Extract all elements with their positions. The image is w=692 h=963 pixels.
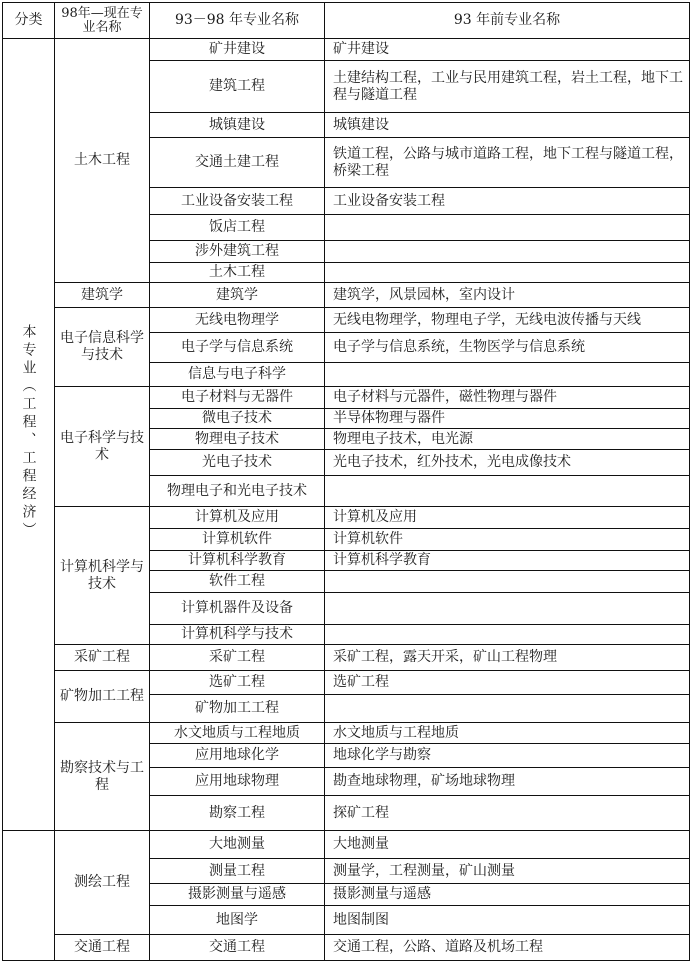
current-major-cell: 计算机科学与技术 — [55, 507, 150, 645]
table-row — [3, 671, 690, 695]
major-93-98-cell: 信息与电子科学 — [150, 363, 325, 387]
current-major-cell: 电子科学与技术 — [55, 387, 150, 507]
category-cell — [3, 831, 55, 961]
major-pre-93-cell: 摄影测量与遥感 — [325, 884, 690, 906]
major-93-98-cell: 工业设备安装工程 — [150, 188, 325, 215]
major-93-98-cell: 计算机器件及设备 — [150, 593, 325, 625]
major-93-98-cell: 土木工程 — [150, 263, 325, 283]
major-pre-93-cell: 交通工程，公路、道路及机场工程 — [325, 935, 690, 961]
major-pre-93-cell — [325, 215, 690, 241]
table-row — [3, 723, 690, 744]
current-major-cell: 建筑学 — [55, 283, 150, 308]
major-93-98-cell: 计算机软件 — [150, 529, 325, 551]
major-93-98-cell: 地图学 — [150, 906, 325, 935]
table-body — [3, 39, 690, 961]
major-93-98-cell: 大地测量 — [150, 831, 325, 859]
header-name-pre-93: 93 年前专业名称 — [325, 3, 690, 39]
major-93-98-cell: 计算机科学教育 — [150, 551, 325, 571]
major-93-98-cell: 水文地质与工程地质 — [150, 723, 325, 744]
major-pre-93-cell — [325, 241, 690, 263]
major-mapping-table — [2, 2, 690, 961]
table-row — [3, 283, 690, 308]
major-pre-93-cell — [325, 476, 690, 507]
current-major-cell: 测绘工程 — [55, 831, 150, 935]
category-label: 本专业（工程、工程经济） — [20, 324, 37, 540]
major-93-98-cell: 无线电物理学 — [150, 308, 325, 333]
major-93-98-cell: 交通工程 — [150, 935, 325, 961]
major-93-98-cell: 涉外建筑工程 — [150, 241, 325, 263]
major-pre-93-cell: 工业设备安装工程 — [325, 188, 690, 215]
major-93-98-cell: 矿物加工工程 — [150, 695, 325, 723]
major-pre-93-cell: 测量学，工程测量，矿山测量 — [325, 859, 690, 884]
table-row — [3, 39, 690, 61]
major-pre-93-cell: 电子材料与元器件，磁性物理与器件 — [325, 387, 690, 409]
major-pre-93-cell: 计算机科学教育 — [325, 551, 690, 571]
major-pre-93-cell: 计算机软件 — [325, 529, 690, 551]
major-93-98-cell: 采矿工程 — [150, 645, 325, 671]
major-pre-93-cell: 矿井建设 — [325, 39, 690, 61]
major-pre-93-cell — [325, 593, 690, 625]
major-pre-93-cell: 大地测量 — [325, 831, 690, 859]
major-pre-93-cell: 城镇建设 — [325, 113, 690, 138]
major-93-98-cell: 计算机及应用 — [150, 507, 325, 529]
major-93-98-cell: 电子材料与无器件 — [150, 387, 325, 409]
major-pre-93-cell: 铁道工程，公路与城市道路工程，地下工程与隧道工程，桥梁工程 — [325, 138, 690, 188]
header-current-name: 98年—现在专业名称 — [55, 3, 150, 39]
major-pre-93-cell: 地球化学与勘察 — [325, 744, 690, 768]
major-pre-93-cell: 土建结构工程，工业与民用建筑工程，岩土工程，地下工程与隧道工程 — [325, 61, 690, 113]
major-pre-93-cell: 无线电物理学，物理电子学，无线电波传播与天线 — [325, 308, 690, 333]
major-93-98-cell: 物理电子和光电子技术 — [150, 476, 325, 507]
major-pre-93-cell: 光电子技术，红外技术，光电成像技术 — [325, 450, 690, 476]
current-major-cell: 电子信息科学与技术 — [55, 308, 150, 387]
table-row — [3, 387, 690, 409]
table-row — [3, 645, 690, 671]
major-pre-93-cell — [325, 625, 690, 645]
current-major-cell: 土木工程 — [55, 39, 150, 283]
major-93-98-cell: 微电子技术 — [150, 409, 325, 429]
major-pre-93-cell: 电子学与信息系统，生物医学与信息系统 — [325, 333, 690, 363]
major-pre-93-cell: 计算机及应用 — [325, 507, 690, 529]
header-row — [3, 3, 690, 39]
major-pre-93-cell: 建筑学，风景园林，室内设计 — [325, 283, 690, 308]
major-93-98-cell: 光电子技术 — [150, 450, 325, 476]
current-major-cell: 采矿工程 — [55, 645, 150, 671]
major-93-98-cell: 建筑工程 — [150, 61, 325, 113]
major-93-98-cell: 摄影测量与遥感 — [150, 884, 325, 906]
category-cell — [3, 39, 55, 831]
major-93-98-cell: 应用地球物理 — [150, 768, 325, 796]
major-pre-93-cell: 半导体物理与器件 — [325, 409, 690, 429]
major-93-98-cell: 勘察工程 — [150, 796, 325, 831]
major-pre-93-cell: 水文地质与工程地质 — [325, 723, 690, 744]
major-93-98-cell: 城镇建设 — [150, 113, 325, 138]
major-93-98-cell: 软件工程 — [150, 571, 325, 593]
table-row — [3, 935, 690, 961]
major-pre-93-cell: 采矿工程，露天开采，矿山工程物理 — [325, 645, 690, 671]
major-pre-93-cell — [325, 263, 690, 283]
major-pre-93-cell: 探矿工程 — [325, 796, 690, 831]
major-93-98-cell: 应用地球化学 — [150, 744, 325, 768]
major-pre-93-cell: 物理电子技术，电光源 — [325, 429, 690, 450]
major-93-98-cell: 计算机科学与技术 — [150, 625, 325, 645]
major-93-98-cell: 饭店工程 — [150, 215, 325, 241]
major-pre-93-cell: 选矿工程 — [325, 671, 690, 695]
table-row — [3, 507, 690, 529]
major-93-98-cell: 交通土建工程 — [150, 138, 325, 188]
header-name-93-98: 93－98 年专业名称 — [150, 3, 325, 39]
table-row — [3, 308, 690, 333]
major-pre-93-cell — [325, 363, 690, 387]
major-pre-93-cell — [325, 695, 690, 723]
current-major-cell: 矿物加工工程 — [55, 671, 150, 723]
major-pre-93-cell — [325, 571, 690, 593]
major-pre-93-cell: 勘查地球物理，矿场地球物理 — [325, 768, 690, 796]
table-row — [3, 831, 690, 859]
major-93-98-cell: 物理电子技术 — [150, 429, 325, 450]
major-93-98-cell: 选矿工程 — [150, 671, 325, 695]
major-93-98-cell: 矿井建设 — [150, 39, 325, 61]
major-93-98-cell: 测量工程 — [150, 859, 325, 884]
current-major-cell: 勘察技术与工程 — [55, 723, 150, 831]
major-93-98-cell: 建筑学 — [150, 283, 325, 308]
current-major-cell: 交通工程 — [55, 935, 150, 961]
major-93-98-cell: 电子学与信息系统 — [150, 333, 325, 363]
header-category: 分类 — [3, 3, 55, 39]
major-pre-93-cell: 地图制图 — [325, 906, 690, 935]
